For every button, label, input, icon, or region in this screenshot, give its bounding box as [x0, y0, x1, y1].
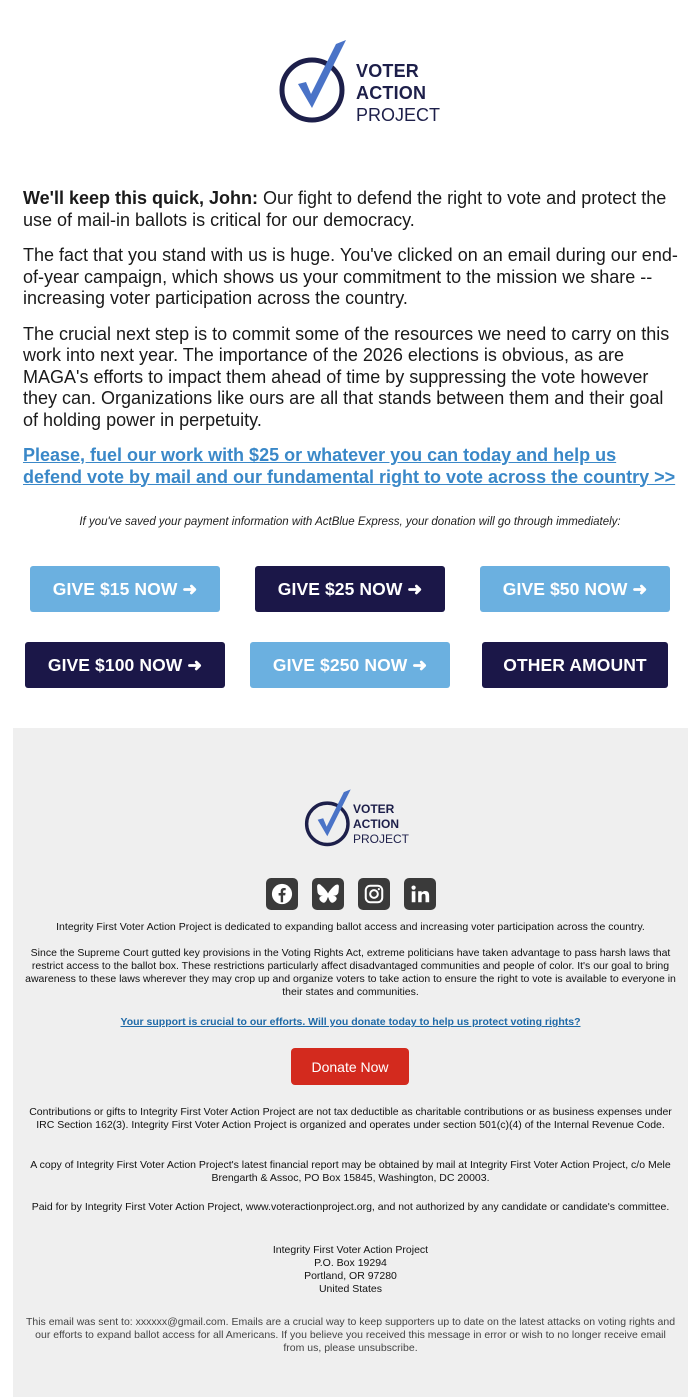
- unsubscribe-text: This email was sent to: xxxxxx@gmail.com. Emails are a crucial way to keep supporters up to date on the latest attacks on voting rights and our efforts to expand ballot access for all Americans. If you believe you received this message in error or wish to no longer receive email from us, please unsubscribe.: [25, 1316, 676, 1354]
- financial-report-note: A copy of Integrity First Voter Action Project's latest financial report may be obtained by mail at Integrity First Voter Action Project, c/o Mele Brengarth & Assoc, PO Box 15845, Washington, DC 20003.: [30, 1159, 671, 1184]
- logo-action: ACTION: [356, 83, 427, 103]
- footer-logo-voter: VOTER: [353, 802, 395, 816]
- header-logo[interactable]: [278, 38, 441, 128]
- instagram-icon[interactable]: [358, 878, 390, 910]
- mailing-address: [25, 1244, 676, 1296]
- actblue-note: If you've saved your payment information with ActBlue Express, your donation will go through immediately:: [79, 516, 621, 528]
- donate-link[interactable]: Please, fuel our work with $25 or whatever you can today and help us defend vote by mail and our fundamental right to vote across the country >>: [23, 445, 676, 487]
- logo-project: PROJECT: [356, 105, 441, 125]
- give-100-button[interactable]: GIVE $100 NOW ➜: [25, 642, 225, 688]
- facebook-icon[interactable]: [266, 878, 298, 910]
- email-body: [23, 188, 678, 488]
- footer-logo-action: ACTION: [353, 817, 399, 831]
- give-15-button[interactable]: GIVE $15 NOW ➜: [30, 566, 220, 612]
- give-25-button[interactable]: GIVE $25 NOW ➜: [255, 566, 445, 612]
- address-country: United States: [318, 1283, 383, 1295]
- footer-about: Since the Supreme Court gutted key provisions in the Voting Rights Act, extreme politicians have taken advantage to pass harsh laws that restrict access to the ballot box. These restrictions particularly affect disadvantaged communities and people of color. It's our goal to bring awareness to these laws wherever they may crop up and organize voters to take action to ensure the right to vote is available to everyone in their states and communities.: [25, 947, 676, 998]
- logo-voter: VOTER: [356, 61, 420, 81]
- social-links: [13, 878, 688, 910]
- address-org: Integrity First Voter Action Project: [272, 1244, 429, 1256]
- greeting-bold: We'll keep this quick, John:: [23, 188, 258, 208]
- linkedin-icon[interactable]: [404, 878, 436, 910]
- give-250-button[interactable]: GIVE $250 NOW ➜: [250, 642, 450, 688]
- greeting-paragraph: [23, 188, 678, 231]
- address-line2: Portland, OR 97280: [304, 1270, 397, 1282]
- other-amount-button[interactable]: OTHER AMOUNT: [482, 642, 668, 688]
- checkmark-circle-icon: [303, 788, 353, 850]
- give-50-button[interactable]: GIVE $50 NOW ➜: [480, 566, 670, 612]
- donate-now-button[interactable]: Donate Now: [291, 1048, 409, 1085]
- paid-for-by: Paid for by Integrity First Voter Action Project, www.voteractionproject.org, and not authorized by any candidate or candidate's committee.: [31, 1201, 670, 1213]
- paragraph-2: The fact that you stand with us is huge. You've clicked on an email during our end-of-year campaign, which shows us your commitment to the mission we share -- increasing voter participation across the country.: [23, 245, 678, 308]
- support-link[interactable]: Your support is crucial to our efforts. Will you donate today to help us protect voting rights?: [120, 1016, 581, 1028]
- footer: [13, 728, 688, 1397]
- footer-logo[interactable]: [303, 788, 413, 853]
- bluesky-icon[interactable]: [312, 878, 344, 910]
- footer-mission: Integrity First Voter Action Project is dedicated to expanding ballot access and increasing voter participation across the country.: [56, 921, 645, 933]
- tax-disclaimer: Contributions or gifts to Integrity First Voter Action Project are not tax deductible as charitable contributions or as business expenses under IRC Section 162(3). Integrity First Voter Action Project is organized and operates under section 501(c)(4) of the Internal Revenue Code.: [29, 1106, 672, 1131]
- checkmark-circle-icon: [278, 38, 348, 128]
- address-line1: P.O. Box 19294: [314, 1257, 387, 1269]
- paragraph-3: The crucial next step is to commit some of the resources we need to carry on this work into next year. The importance of the 2026 elections is obvious, as are MAGA's efforts to impact them ahead of time by suppressing the vote however they can. Organizations like ours are all that stands between them and their goal of holding power in perpetuity.: [23, 323, 670, 430]
- footer-logo-project: PROJECT: [353, 832, 410, 846]
- greeting-text: Our fight to defend the right to vote and protect the use of mail-in ballots is critical for our democracy.: [23, 188, 667, 230]
